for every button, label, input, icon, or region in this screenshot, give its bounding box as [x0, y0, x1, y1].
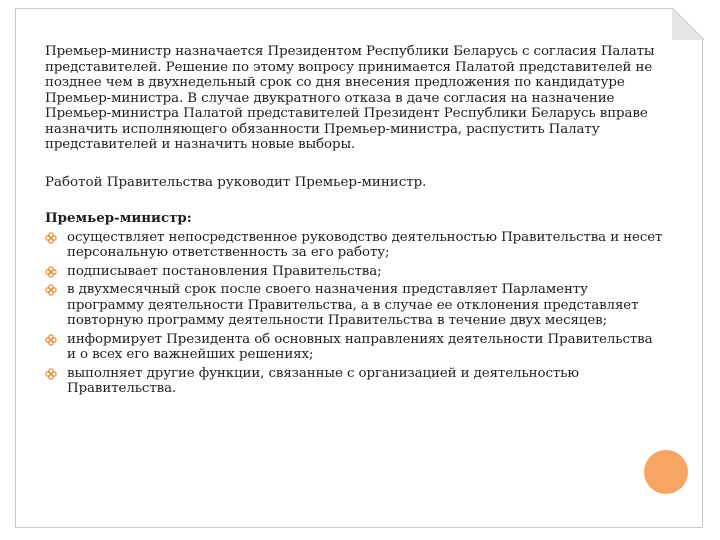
- flower-bullet-icon: [45, 284, 57, 296]
- list-item: [45, 230, 665, 261]
- list-item: [45, 366, 665, 397]
- list-item-text: информирует Президента об основных направлениях деятельности Правительства и о всех его важнейших решениях;: [67, 331, 653, 362]
- flower-bullet-icon: [45, 368, 57, 380]
- flower-bullet-icon: [45, 334, 57, 346]
- list-item-text: подписывает постановления Правительства;: [67, 263, 382, 279]
- list-item-text: осуществляет непосредственное руководство деятельностью Правительства и несет персональную ответственность за его работу;: [67, 229, 663, 260]
- circle-decoration-icon: [644, 450, 688, 494]
- paragraph-leadership: Работой Правительства руководит Премьер-министр.: [45, 174, 427, 190]
- paragraph-appointment: Премьер-министр назначается Президентом Республики Беларусь с согласия Палаты представителей. Решение по этому вопросу принимается Палатой представителей не позднее чем в двухнедельный срок со дня внесения предложения по кандидатуре Премьер-министра. В случае двукратного отказа в даче согласия на назначение Премьер-министра Палатой представителей Президент Республики Беларусь вправе назначить исполняющего обязанности Премьер-министра, распустить Палату представителей и назначить новые выборы.: [45, 44, 655, 152]
- list-item-text: в двухмесячный срок после своего назначения представляет Парламенту программу деятельности Правительства, а в случае ее отклонения представляет повторную программу деятельности Правительства в течение двух месяцев;: [67, 282, 639, 328]
- list-item: [45, 264, 665, 280]
- duties-list: [45, 230, 665, 397]
- list-item-text: выполняет другие функции, связанные с организацией и деятельностью Правительства.: [67, 365, 579, 396]
- flower-bullet-icon: [45, 232, 57, 244]
- list-heading: Премьер-министр:: [45, 210, 192, 226]
- list-item: [45, 282, 665, 329]
- slide-content: [45, 44, 665, 400]
- folded-corner-icon: [672, 8, 704, 40]
- flower-bullet-icon: [45, 266, 57, 278]
- list-item: [45, 332, 665, 363]
